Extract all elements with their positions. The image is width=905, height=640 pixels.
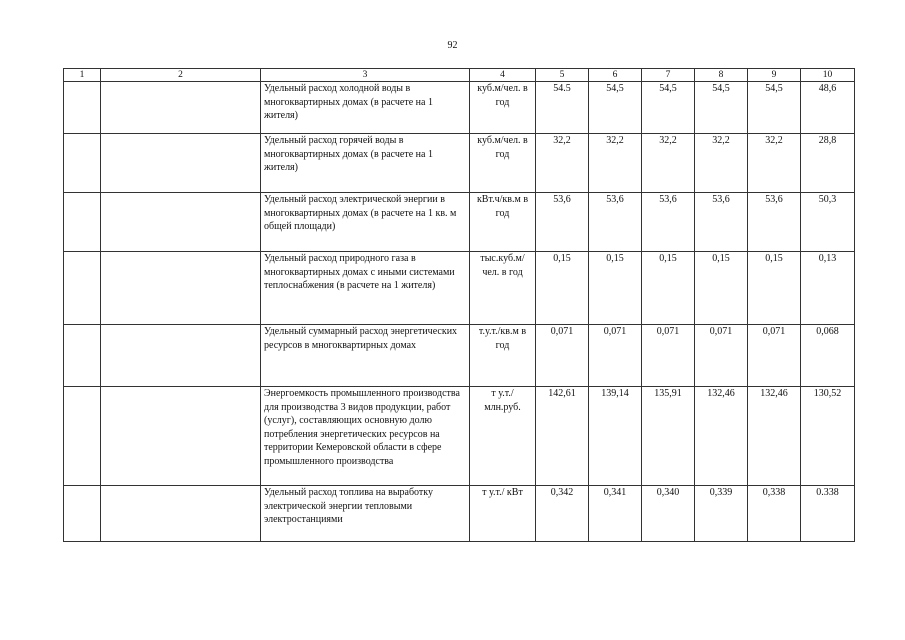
empty-cell	[64, 134, 101, 193]
indicator-cell: Энергоемкость промышленного производства для производства 3 видов продукции, работ (услуг), составляющих основную долю потребления энергетических ресурсов на территории Кемеровской области в сфере промышленного производства	[261, 387, 470, 486]
value-cell: 0,13	[801, 252, 855, 325]
value-cell: 54,5	[748, 82, 801, 134]
table-row	[64, 193, 855, 252]
value-cell: 28,8	[801, 134, 855, 193]
value-cell: 0,15	[695, 252, 748, 325]
value-cell: 139,14	[589, 387, 642, 486]
unit-cell: тыс.куб.м/ чел. в год	[470, 252, 536, 325]
value-cell: 135,91	[642, 387, 695, 486]
value-cell: 0,339	[695, 486, 748, 542]
value-cell: 0,15	[748, 252, 801, 325]
value-cell: 32,2	[536, 134, 589, 193]
value-cell: 0.338	[801, 486, 855, 542]
empty-cell	[101, 252, 261, 325]
empty-cell	[101, 387, 261, 486]
value-cell: 54,5	[589, 82, 642, 134]
unit-cell: т у.т./ кВт	[470, 486, 536, 542]
value-cell: 0,071	[589, 325, 642, 387]
unit-cell: куб.м/чел. в год	[470, 82, 536, 134]
header-cell: 10	[801, 69, 855, 82]
unit-cell: т.у.т./кв.м в год	[470, 325, 536, 387]
value-cell: 0,068	[801, 325, 855, 387]
value-cell: 54.5	[536, 82, 589, 134]
empty-cell	[101, 134, 261, 193]
empty-cell	[64, 387, 101, 486]
value-cell: 32,2	[748, 134, 801, 193]
value-cell: 0,071	[748, 325, 801, 387]
value-cell: 132,46	[748, 387, 801, 486]
page-number: 92	[447, 40, 458, 51]
table-row	[64, 134, 855, 193]
unit-cell: кВт.ч/кв.м в год	[470, 193, 536, 252]
value-cell: 32,2	[589, 134, 642, 193]
header-cell: 2	[101, 69, 261, 82]
value-cell: 48,6	[801, 82, 855, 134]
header-cell: 4	[470, 69, 536, 82]
value-cell: 32,2	[642, 134, 695, 193]
value-cell: 0,15	[589, 252, 642, 325]
value-cell: 0,071	[536, 325, 589, 387]
header-cell: 9	[748, 69, 801, 82]
header-cell: 3	[261, 69, 470, 82]
indicator-cell: Удельный расход электрической энергии в многоквартирных домах (в расчете на 1 кв. м общей площади)	[261, 193, 470, 252]
indicator-cell: Удельный расход топлива на выработку электрической энергии тепловыми электростанциями	[261, 486, 470, 542]
value-cell: 53,6	[748, 193, 801, 252]
empty-cell	[101, 486, 261, 542]
table-row	[64, 252, 855, 325]
value-cell: 0,15	[536, 252, 589, 325]
value-cell: 53,6	[536, 193, 589, 252]
value-cell: 0,340	[642, 486, 695, 542]
unit-cell: куб.м/чел. в год	[470, 134, 536, 193]
header-cell: 5	[536, 69, 589, 82]
header-cell: 1	[64, 69, 101, 82]
value-cell: 32,2	[695, 134, 748, 193]
empty-cell	[64, 486, 101, 542]
empty-cell	[64, 325, 101, 387]
empty-cell	[64, 252, 101, 325]
value-cell: 54,5	[695, 82, 748, 134]
value-cell: 0,341	[589, 486, 642, 542]
value-cell: 0,071	[642, 325, 695, 387]
empty-cell	[64, 193, 101, 252]
unit-cell: т у.т./ млн.руб.	[470, 387, 536, 486]
header-row	[64, 69, 855, 82]
empty-cell	[64, 82, 101, 134]
value-cell: 130,52	[801, 387, 855, 486]
empty-cell	[101, 325, 261, 387]
value-cell: 0,338	[748, 486, 801, 542]
value-cell: 0,071	[695, 325, 748, 387]
value-cell: 132,46	[695, 387, 748, 486]
indicator-cell: Удельный расход холодной воды в многоквартирных домах (в расчете на 1 жителя)	[261, 82, 470, 134]
table-row	[64, 325, 855, 387]
value-cell: 142,61	[536, 387, 589, 486]
value-cell: 53,6	[589, 193, 642, 252]
table-row	[64, 82, 855, 134]
value-cell: 53,6	[642, 193, 695, 252]
indicator-cell: Удельный расход природного газа в многоквартирных домах с иными системами теплоснабжения (в расчете на 1 жителя)	[261, 252, 470, 325]
empty-cell	[101, 82, 261, 134]
value-cell: 54,5	[642, 82, 695, 134]
table-row	[64, 387, 855, 486]
value-cell: 0,15	[642, 252, 695, 325]
value-cell: 0,342	[536, 486, 589, 542]
header-cell: 8	[695, 69, 748, 82]
indicator-cell: Удельный расход горячей воды в многоквартирных домах (в расчете на 1 жителя)	[261, 134, 470, 193]
value-cell: 50,3	[801, 193, 855, 252]
indicators-table	[63, 68, 855, 542]
empty-cell	[101, 193, 261, 252]
indicator-cell: Удельный суммарный расход энергетических ресурсов в многоквартирных домах	[261, 325, 470, 387]
header-cell: 6	[589, 69, 642, 82]
value-cell: 53,6	[695, 193, 748, 252]
header-cell: 7	[642, 69, 695, 82]
table-row	[64, 486, 855, 542]
